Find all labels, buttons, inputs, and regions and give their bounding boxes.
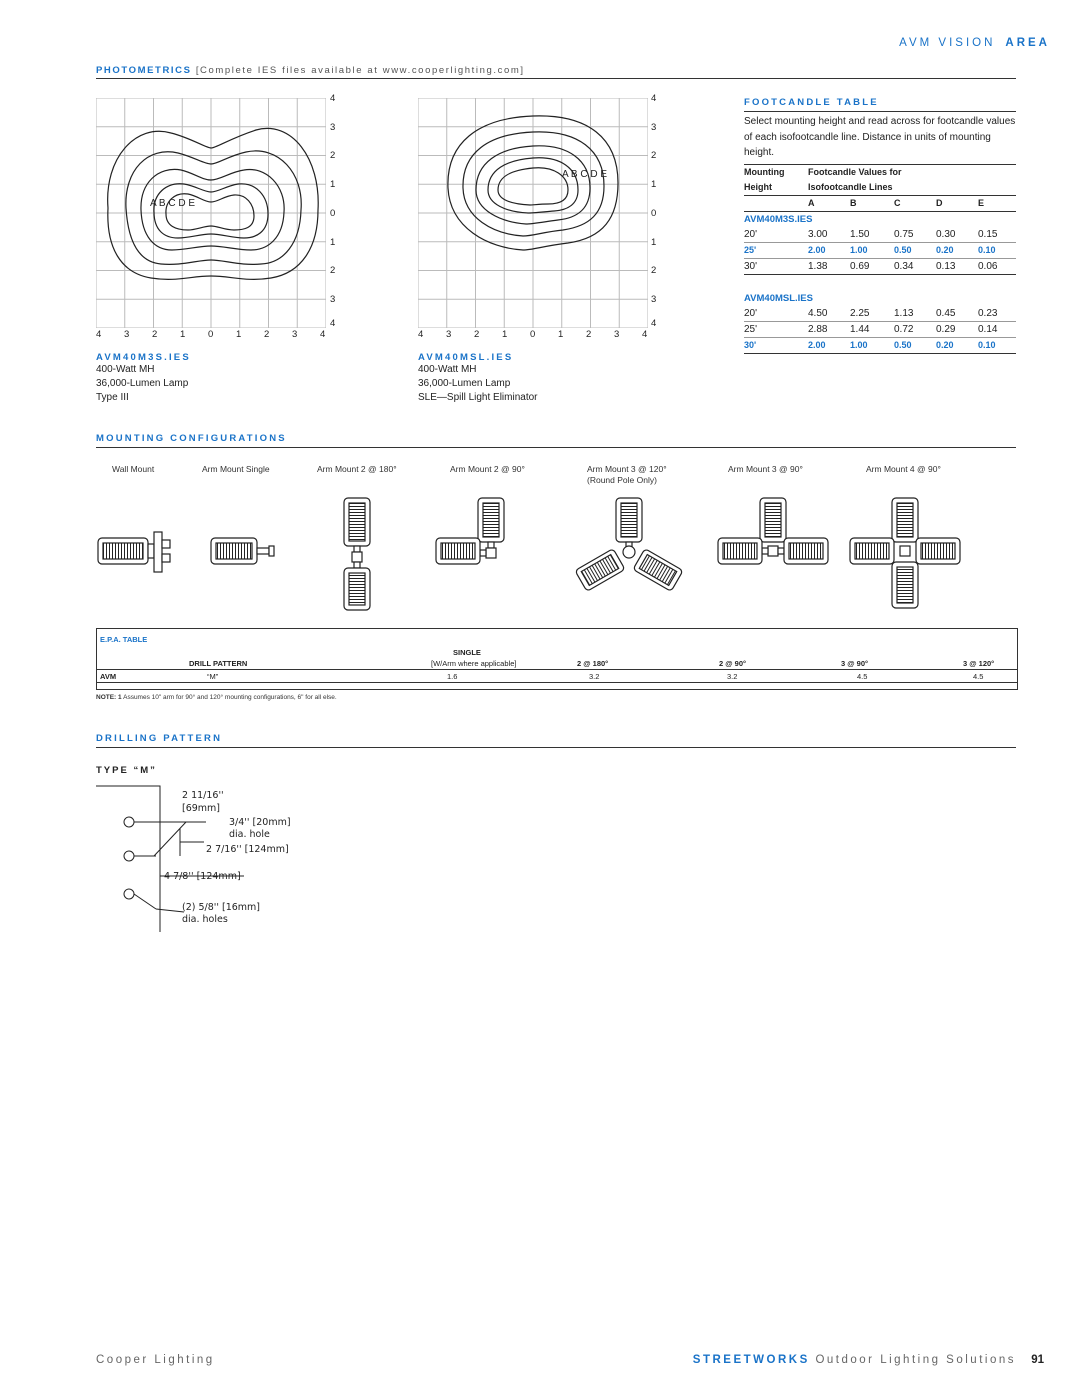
footer-brand: STREETWORKS [692, 1354, 810, 1366]
dim-label: [69mm] [182, 803, 221, 814]
x-axis-1 [96, 329, 326, 341]
plot-line: SLE—Spill Light Eliminator [418, 392, 538, 403]
x-tick: 4 [320, 329, 326, 340]
plot-caption-2 [418, 352, 538, 405]
curve-labels-2: A B C D E [562, 169, 608, 180]
mounting-title: MOUNTING CONFIGURATIONS [96, 433, 287, 444]
drilling-type: TYPE “M” [96, 765, 157, 776]
epa-cell: 4.5 [973, 672, 984, 681]
x-axis-2 [418, 329, 648, 341]
x-tick: 1 [236, 329, 242, 340]
y-tick: 1 [330, 179, 336, 190]
cell: 2.00 [808, 245, 826, 255]
y-tick: 3 [330, 122, 336, 133]
col-head: Mounting [744, 167, 785, 177]
col-head: Isofootcandle Lines [808, 182, 893, 192]
x-tick: 1 [502, 329, 508, 340]
cell: 0.72 [894, 323, 914, 335]
page-header [899, 37, 1050, 49]
cell: 30' [744, 340, 757, 350]
y-tick: 2 [651, 265, 657, 276]
col-head: C [894, 198, 901, 208]
x-tick: 4 [418, 329, 424, 340]
cell: 0.50 [894, 245, 912, 255]
cell: 0.20 [936, 245, 954, 255]
epa-cell: 3.2 [589, 672, 600, 681]
epa-head: 3 @ 120° [963, 659, 995, 668]
table-row [744, 259, 1016, 274]
plot-line: 36,000-Lumen Lamp [418, 378, 511, 389]
cell: 0.50 [894, 340, 912, 350]
table-row [744, 306, 1016, 321]
table-row-highlight [744, 243, 1016, 258]
table-row [744, 227, 1016, 242]
footer-tagline: Outdoor Lighting Solutions [815, 1354, 1016, 1366]
photometrics-heading [96, 65, 525, 76]
cell: 0.10 [978, 340, 996, 350]
cell: 0.45 [936, 307, 956, 319]
mounting-diagrams [90, 490, 1020, 615]
config-label: Wall Mount [112, 464, 155, 474]
x-tick: 1 [558, 329, 564, 340]
cell: 0.10 [978, 245, 996, 255]
footer-right [693, 1354, 1016, 1366]
group-title: AVM40M3S.IES [744, 213, 813, 225]
photometrics-title: PHOTOMETRICS [96, 65, 192, 76]
cell: 0.69 [850, 260, 870, 272]
cell: 0.14 [978, 323, 998, 335]
cell: 0.15 [978, 228, 998, 240]
cell: 1.00 [850, 245, 868, 255]
category-name: AREA [1005, 37, 1050, 49]
note-text: Assumes 10" arm for 90° and 120° mounting configurations, 6" for all else. [123, 694, 337, 701]
y-tick: 4 [330, 318, 336, 329]
y-tick: 0 [651, 208, 657, 219]
y-tick: 0 [330, 208, 336, 219]
footer-company: Cooper Lighting [96, 1354, 215, 1366]
x-tick: 3 [614, 329, 620, 340]
cell: 4.50 [808, 307, 828, 319]
cell: 0.20 [936, 340, 954, 350]
cell: 1.13 [894, 307, 914, 319]
x-tick: 0 [530, 329, 536, 340]
x-tick: 4 [96, 329, 102, 340]
isofootcandle-plot-1 [96, 98, 326, 328]
col-head: A [808, 198, 815, 208]
cell: 0.13 [936, 260, 956, 272]
plot-line: 400-Watt MH [418, 364, 477, 375]
col-head: Footcandle Values for [808, 167, 902, 177]
x-tick: 3 [292, 329, 298, 340]
footcandle-title: FOOTCANDLE TABLE [744, 97, 879, 108]
config-label: Arm Mount 3 @ 120° [587, 464, 667, 474]
cell: 0.75 [894, 228, 914, 240]
x-tick: 2 [586, 329, 592, 340]
cell: 1.38 [808, 260, 828, 272]
x-tick: 0 [208, 329, 214, 340]
y-tick: 2 [651, 150, 657, 161]
epa-note [96, 694, 337, 701]
dim-label: dia. hole [229, 829, 270, 840]
series-name: AVM VISION [899, 37, 996, 49]
cell: 0.34 [894, 260, 914, 272]
y-tick: 1 [651, 237, 657, 248]
page-number: 91 [1031, 1354, 1044, 1366]
x-tick: 2 [264, 329, 270, 340]
col-head: B [850, 198, 857, 208]
epa-head: 2 @ 180° [577, 659, 609, 668]
cell: 25' [744, 245, 757, 255]
cell: 2.00 [808, 340, 826, 350]
plot-line: 36,000-Lumen Lamp [96, 378, 189, 389]
plot-line: 400-Watt MH [96, 364, 155, 375]
col-head: Height [744, 182, 772, 192]
plot-caption-1 [96, 352, 191, 405]
drilling-title: DRILLING PATTERN [96, 733, 223, 744]
cell: 1.00 [850, 340, 868, 350]
epa-head: 3 @ 90° [841, 659, 868, 668]
table-row [744, 322, 1016, 337]
group-title: AVM40MSL.IES [744, 292, 813, 304]
photometrics-subtitle: [Complete IES files available at www.cooperlighting.com] [195, 65, 525, 76]
isofootcandle-plot-2 [418, 98, 648, 328]
plot-title: AVM40MSL.IES [418, 352, 514, 363]
epa-head: 2 @ 90° [719, 659, 746, 668]
col-head: D [936, 198, 943, 208]
cell: 25' [744, 323, 758, 335]
epa-cell: AVM [100, 672, 117, 681]
y-tick: 3 [330, 294, 336, 305]
cell: 0.30 [936, 228, 956, 240]
epa-cell: “M” [207, 672, 219, 681]
cell: 20' [744, 307, 758, 319]
note-label: NOTE: 1 [96, 694, 122, 701]
x-tick: 3 [446, 329, 452, 340]
y-tick: 2 [330, 265, 336, 276]
y-tick: 4 [651, 318, 657, 329]
plot-title: AVM40M3S.IES [96, 352, 191, 363]
col-head: E [978, 198, 985, 208]
cell: 20' [744, 228, 758, 240]
y-tick: 4 [330, 93, 336, 104]
config-label: Arm Mount 2 @ 180° [317, 464, 397, 474]
divider [96, 447, 1016, 448]
epa-single: SINGLE [453, 648, 481, 657]
y-tick: 3 [651, 122, 657, 133]
cell: 1.50 [850, 228, 870, 240]
divider [96, 747, 1016, 748]
dim-label: (2) 5/8'' [16mm] [182, 902, 261, 913]
config-note: (Round Pole Only) [587, 475, 657, 485]
plot-line: Type III [96, 392, 129, 403]
dim-label: 3/4'' [20mm] [229, 817, 291, 828]
epa-title: E.P.A. TABLE [100, 635, 148, 644]
epa-cell: 4.5 [857, 672, 868, 681]
x-tick: 4 [642, 329, 648, 340]
table-row-highlight [744, 338, 1016, 353]
footcandle-table [744, 165, 1016, 354]
cell: 3.00 [808, 228, 828, 240]
divider [96, 78, 1016, 79]
cell: 0.06 [978, 260, 998, 272]
cell: 0.23 [978, 307, 998, 319]
epa-cell: 3.2 [727, 672, 738, 681]
y-tick: 1 [330, 237, 336, 248]
x-tick: 1 [180, 329, 186, 340]
dim-label: 4 7/8'' [124mm] [164, 871, 241, 882]
cell: 0.29 [936, 323, 956, 335]
dim-label: 2 7/16'' [124mm] [206, 844, 289, 855]
config-label: Arm Mount Single [202, 464, 270, 474]
epa-table [96, 628, 1018, 690]
x-tick: 2 [474, 329, 480, 340]
y-tick: 4 [651, 93, 657, 104]
config-label: Arm Mount 3 @ 90° [728, 464, 803, 474]
epa-head: DRILL PATTERN [189, 659, 248, 668]
footcandle-table-section [744, 97, 1016, 354]
footcandle-intro: Select mounting height and read across for footcandle values of each isofootcandle line. Distance in units of mounting height. [744, 116, 1016, 158]
epa-head: [W/Arm where applicable] [431, 659, 517, 668]
x-tick: 2 [152, 329, 158, 340]
epa-cell: 1.6 [447, 672, 458, 681]
dim-label: 2 11/16'' [182, 790, 224, 801]
cell: 1.44 [850, 323, 870, 335]
y-tick: 1 [651, 179, 657, 190]
y-tick: 3 [651, 294, 657, 305]
config-label: Arm Mount 4 @ 90° [866, 464, 941, 474]
curve-labels-1: A B C D E [150, 198, 196, 209]
y-tick: 2 [330, 150, 336, 161]
dim-label: dia. holes [182, 914, 228, 925]
cell: 2.88 [808, 323, 828, 335]
config-label: Arm Mount 2 @ 90° [450, 464, 525, 474]
cell: 2.25 [850, 307, 870, 319]
x-tick: 3 [124, 329, 130, 340]
cell: 30' [744, 260, 758, 272]
